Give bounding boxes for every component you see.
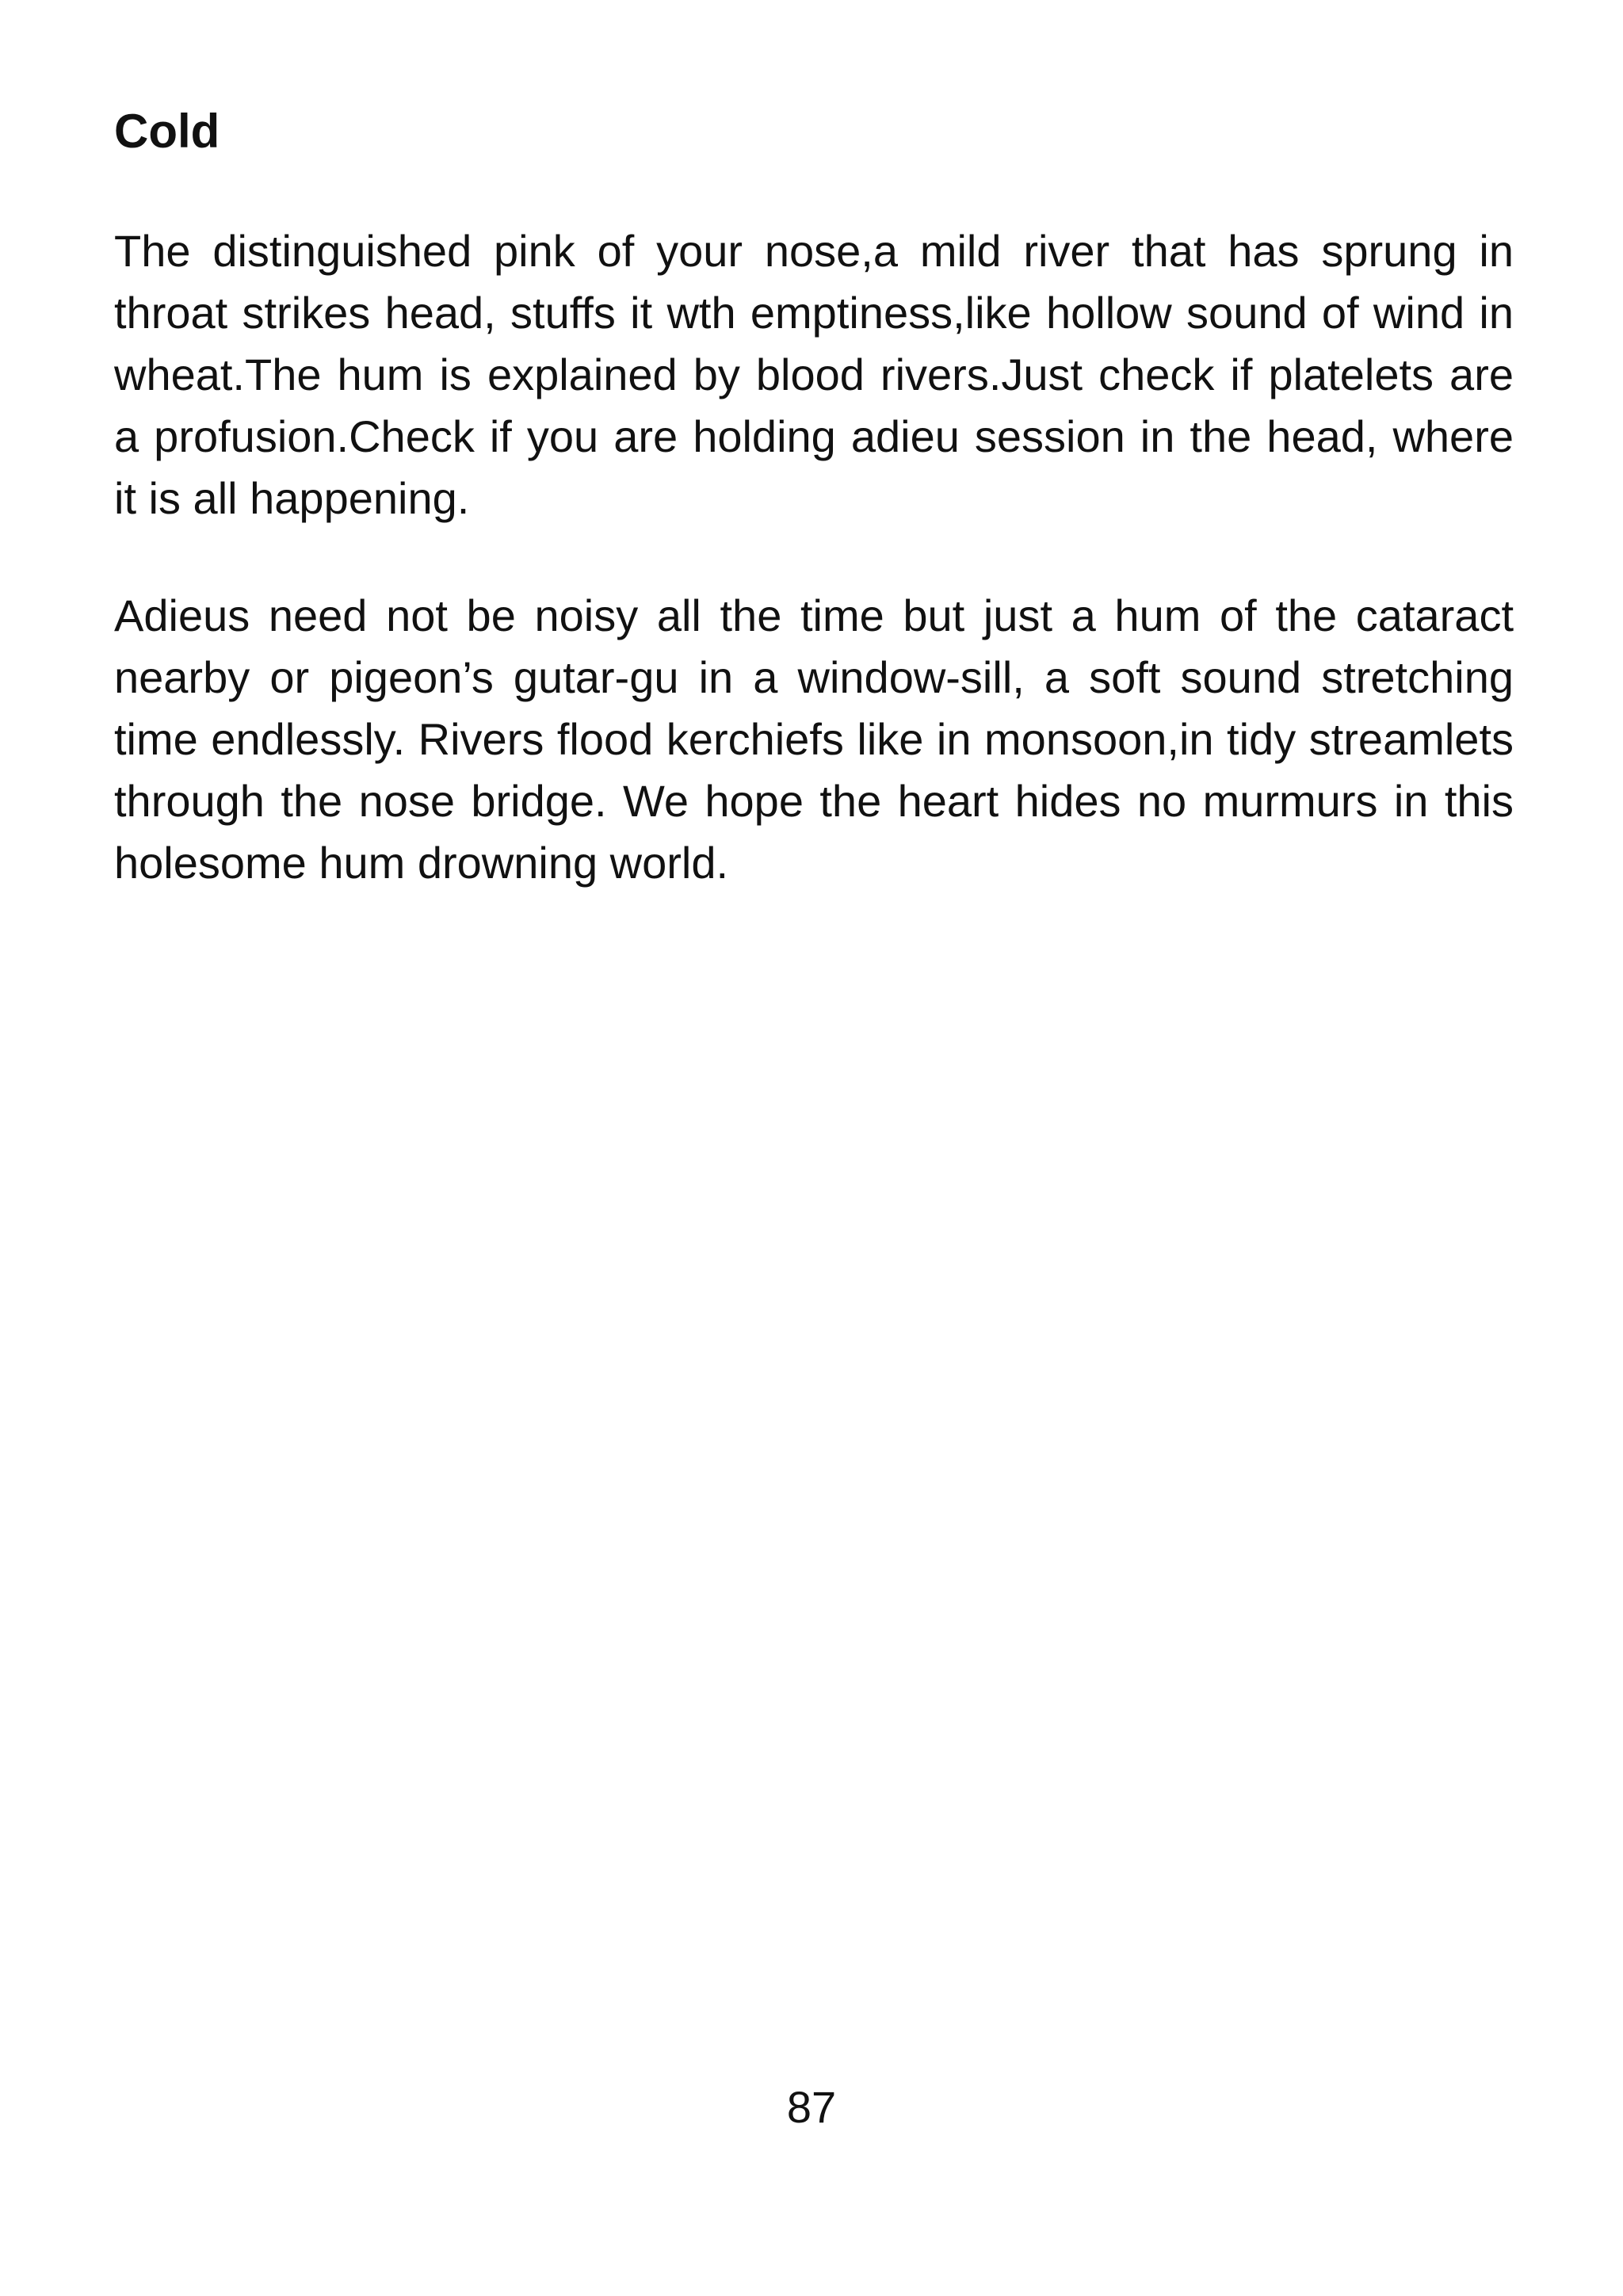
paragraph-1: The distinguished pink of your nose,a mild river that has sprung in throat strikes head, stuffs it wth emptiness,like hollow sound of wind in wheat.The hum is explained by blood rivers.Just check if platelets are a profusion.Check if you are holding adieu session in the head, where it is all happening. — [114, 226, 1514, 523]
paragraph-2: Adieus need not be noisy all the time but just a hum of the cataract nearby or pigeon’s gutar-gu in a window-sill, a soft sound stretching time endlessly. Rivers flood kerchiefs like in monsoon,in tidy streamlets through the nose bridge. We hope the heart hides no murmurs in this holesome hum drowning world. — [114, 590, 1514, 888]
page-title: Cold — [114, 105, 220, 158]
page-number: 87 — [786, 2082, 837, 2132]
